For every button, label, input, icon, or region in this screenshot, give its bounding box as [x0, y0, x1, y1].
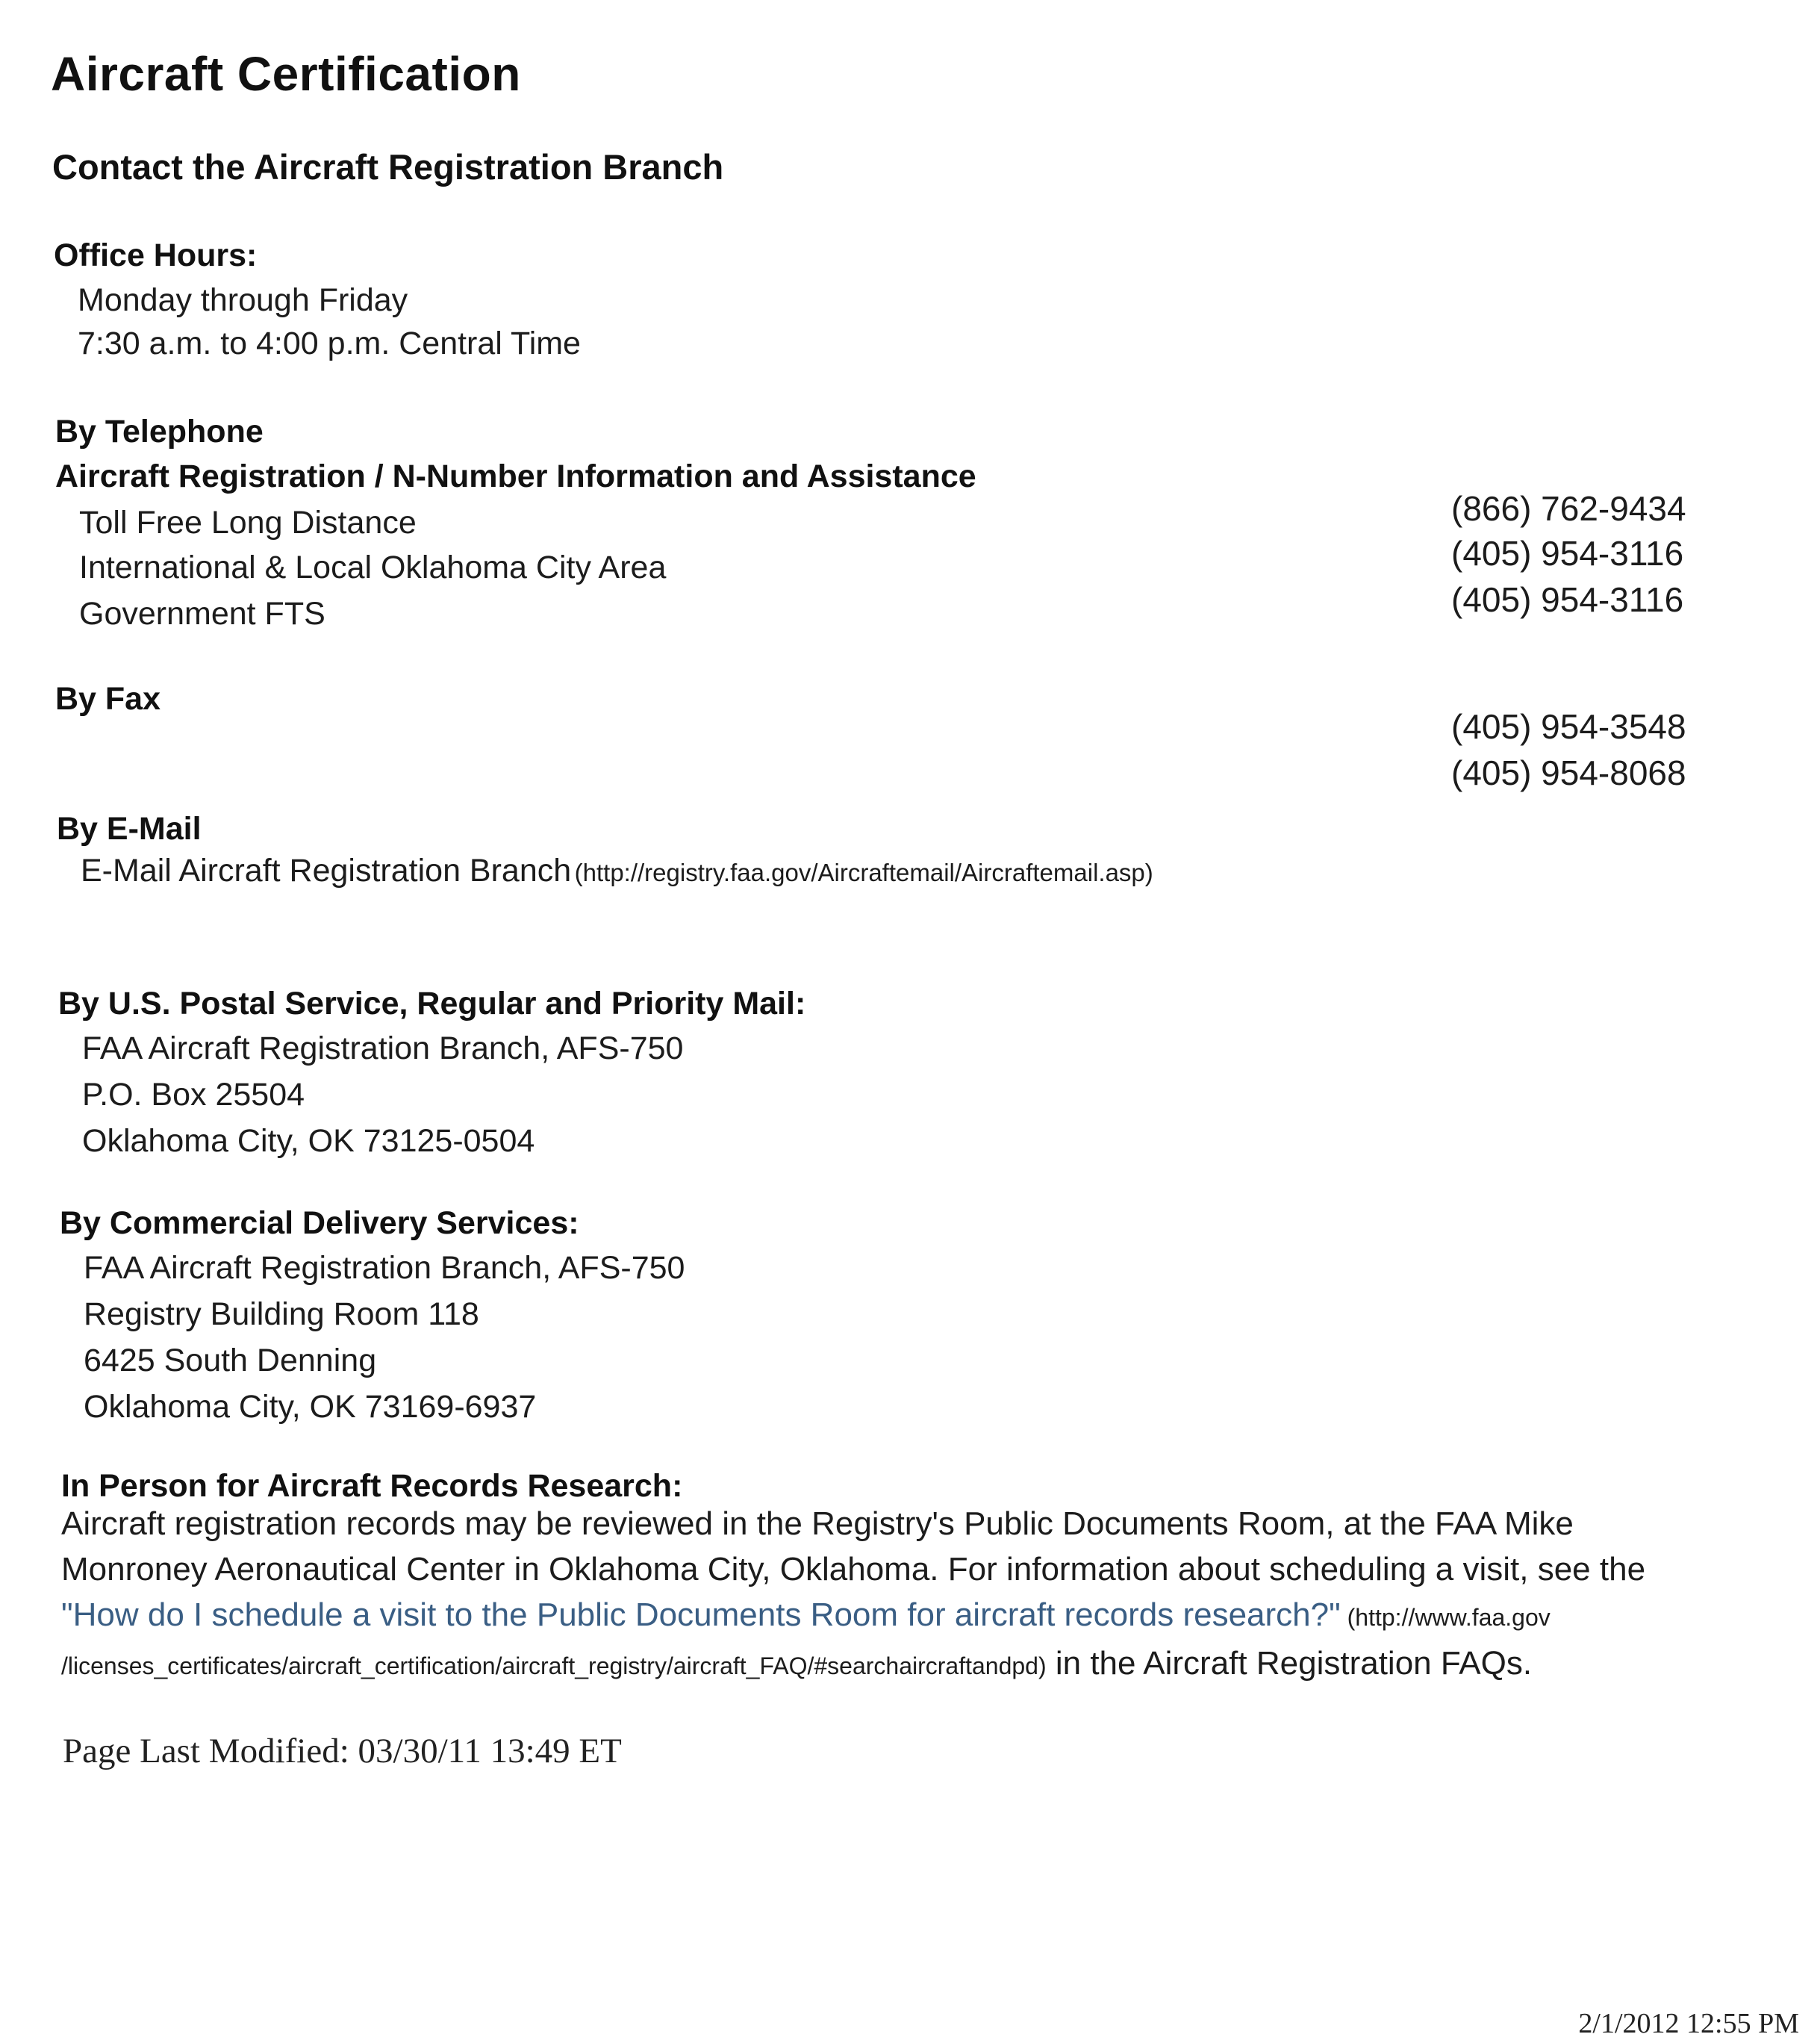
in-person-text: Aircraft registration records may be reviewed in the Registry's Public Documents Room, at the FAA Mike Monroney Aeronautical Center in Oklahoma City, Oklahoma. For information about scheduling a visit, see the [61, 1505, 1646, 1587]
commercial-address-line: FAA Aircraft Registration Branch, AFS-750 [84, 1250, 685, 1286]
commercial-label: By Commercial Delivery Services: [60, 1205, 579, 1241]
fax-number: (405) 954-8068 [1451, 753, 1686, 792]
commercial-address-line: 6425 South Denning [84, 1343, 377, 1378]
last-modified: Page Last Modified: 03/30/11 13:49 ET [63, 1732, 622, 1770]
phone-number: (866) 762-9434 [1451, 489, 1686, 528]
email-line [81, 853, 1153, 889]
fax-label: By Fax [55, 681, 161, 717]
in-person-label: In Person for Aircraft Records Research: [61, 1468, 683, 1504]
phone-number: (405) 954-3116 [1451, 580, 1684, 619]
fax-number: (405) 954-3548 [1451, 707, 1686, 746]
commercial-address-line: Oklahoma City, OK 73169-6937 [84, 1389, 537, 1425]
email-label: By E-Mail [57, 811, 202, 847]
print-timestamp: 2/1/2012 12:55 PM [1578, 2008, 1799, 2039]
office-hours-label: Office Hours: [54, 237, 258, 273]
phone-row-label: Toll Free Long Distance [79, 505, 417, 541]
postal-address-line: Oklahoma City, OK 73125-0504 [82, 1123, 535, 1159]
in-person-paragraph [61, 1501, 1726, 1689]
phone-number: (405) 954-3116 [1451, 534, 1684, 573]
phone-row-label: Government FTS [79, 596, 325, 632]
telephone-sublabel: Aircraft Registration / N-Number Information and Assistance [55, 458, 976, 494]
phone-row-label: International & Local Oklahoma City Area [79, 550, 667, 585]
telephone-label: By Telephone [55, 414, 264, 450]
section-title: Contact the Aircraft Registration Branch [52, 147, 724, 187]
commercial-address-line: Registry Building Room 118 [84, 1296, 479, 1332]
postal-label: By U.S. Postal Service, Regular and Priority Mail: [58, 986, 806, 1021]
email-link[interactable]: E-Mail Aircraft Registration Branch [81, 853, 572, 889]
email-url: (http://registry.faa.gov/Aircraftemail/Aircraftemail.asp) [574, 859, 1153, 886]
page-title: Aircraft Certification [51, 47, 521, 101]
postal-address-line: FAA Aircraft Registration Branch, AFS-750 [82, 1030, 684, 1066]
office-hours-time: 7:30 a.m. to 4:00 p.m. Central Time [78, 326, 581, 361]
postal-address-line: P.O. Box 25504 [82, 1077, 305, 1113]
faq-url: (http://www.faa.gov /licenses_certificates/aircraft_certification/aircraft_registry/aircraft_FAQ/#searchaircraftandpd) [61, 1604, 1551, 1679]
office-hours-days: Monday through Friday [78, 282, 408, 318]
in-person-text-end: in the Aircraft Registration FAQs. [1046, 1645, 1533, 1682]
faq-link[interactable]: "How do I schedule a visit to the Public Documents Room for aircraft records research?" [61, 1596, 1341, 1633]
